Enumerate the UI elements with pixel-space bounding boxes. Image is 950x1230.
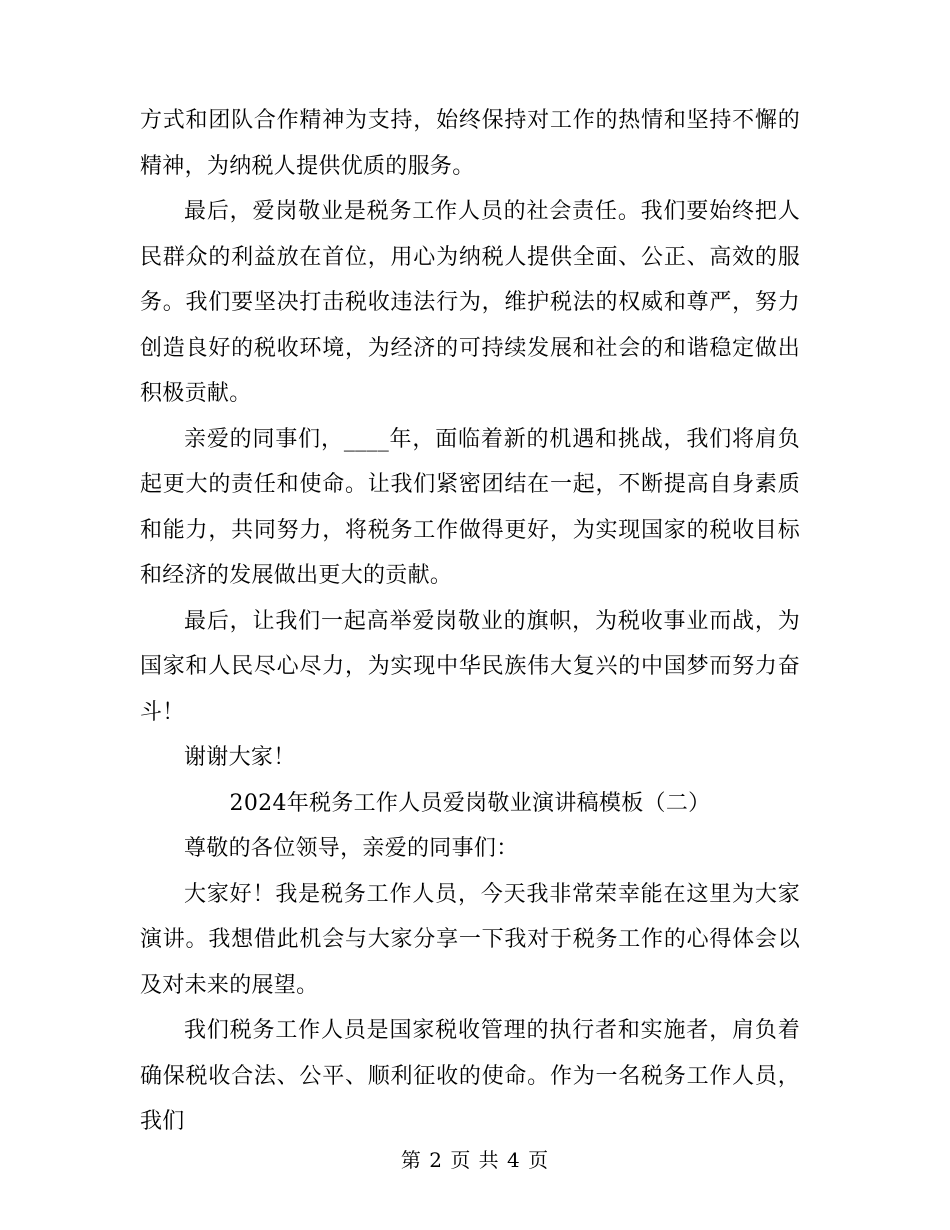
paragraph-salutation: 尊敬的各位领导，亲爱的同事们： (184, 836, 519, 861)
paragraph-social-responsibility: 最后，爱岗敬业是税务工作人员的社会责任。我们要始终把人民群众的利益放在首位，用心为纳税人提供全面、公正、高效的服务。我们要坚决打击税收违法行为，维护税法的权威和尊严，努力创造良好的税收环境，为经济的可持续发展和社会的和谐稳定做出积极贡献。 (140, 199, 800, 406)
paragraph-closing: 最后，让我们一起高举爱岗敬业的旗帜，为税收事业而战，为国家和人民尽心尽力，为实现中华民族伟大复兴的中国梦而努力奋斗！ (140, 608, 800, 725)
paragraph-colleagues: 亲爱的同事们，____年，面临着新的机遇和挑战，我们将肩负起更大的责任和使命。让我们紧密团结在一起，不断提高自身素质和能力，共同努力，将税务工作做得更好，为实现国家的税收目标和经济的发展做出更大的贡献。 (140, 426, 800, 588)
document-body (140, 98, 800, 1145)
paragraph-greeting: 大家好！我是税务工作人员，今天我非常荣幸能在这里为大家演讲。我想借此机会与大家分享一下我对于税务工作的心得体会以及对未来的展望。 (140, 881, 800, 998)
page-number-footer: 第 2 页 共 4 页 (400, 1148, 550, 1172)
section-heading: 2024年税务工作人员爱岗敬业演讲稿模板（二） (229, 790, 711, 816)
paragraph-mission: 我们税务工作人员是国家税收管理的执行者和实施者，肩负着确保税收合法、公平、顺利征收的使命。作为一名税务工作人员，我们 (140, 1018, 800, 1134)
paragraph-thanks: 谢谢大家！ (184, 745, 296, 770)
paragraph-continuation: 方式和团队合作精神为支持，始终保持对工作的热情和坚持不懈的精神，为纳税人提供优质的服务。 (140, 108, 800, 179)
